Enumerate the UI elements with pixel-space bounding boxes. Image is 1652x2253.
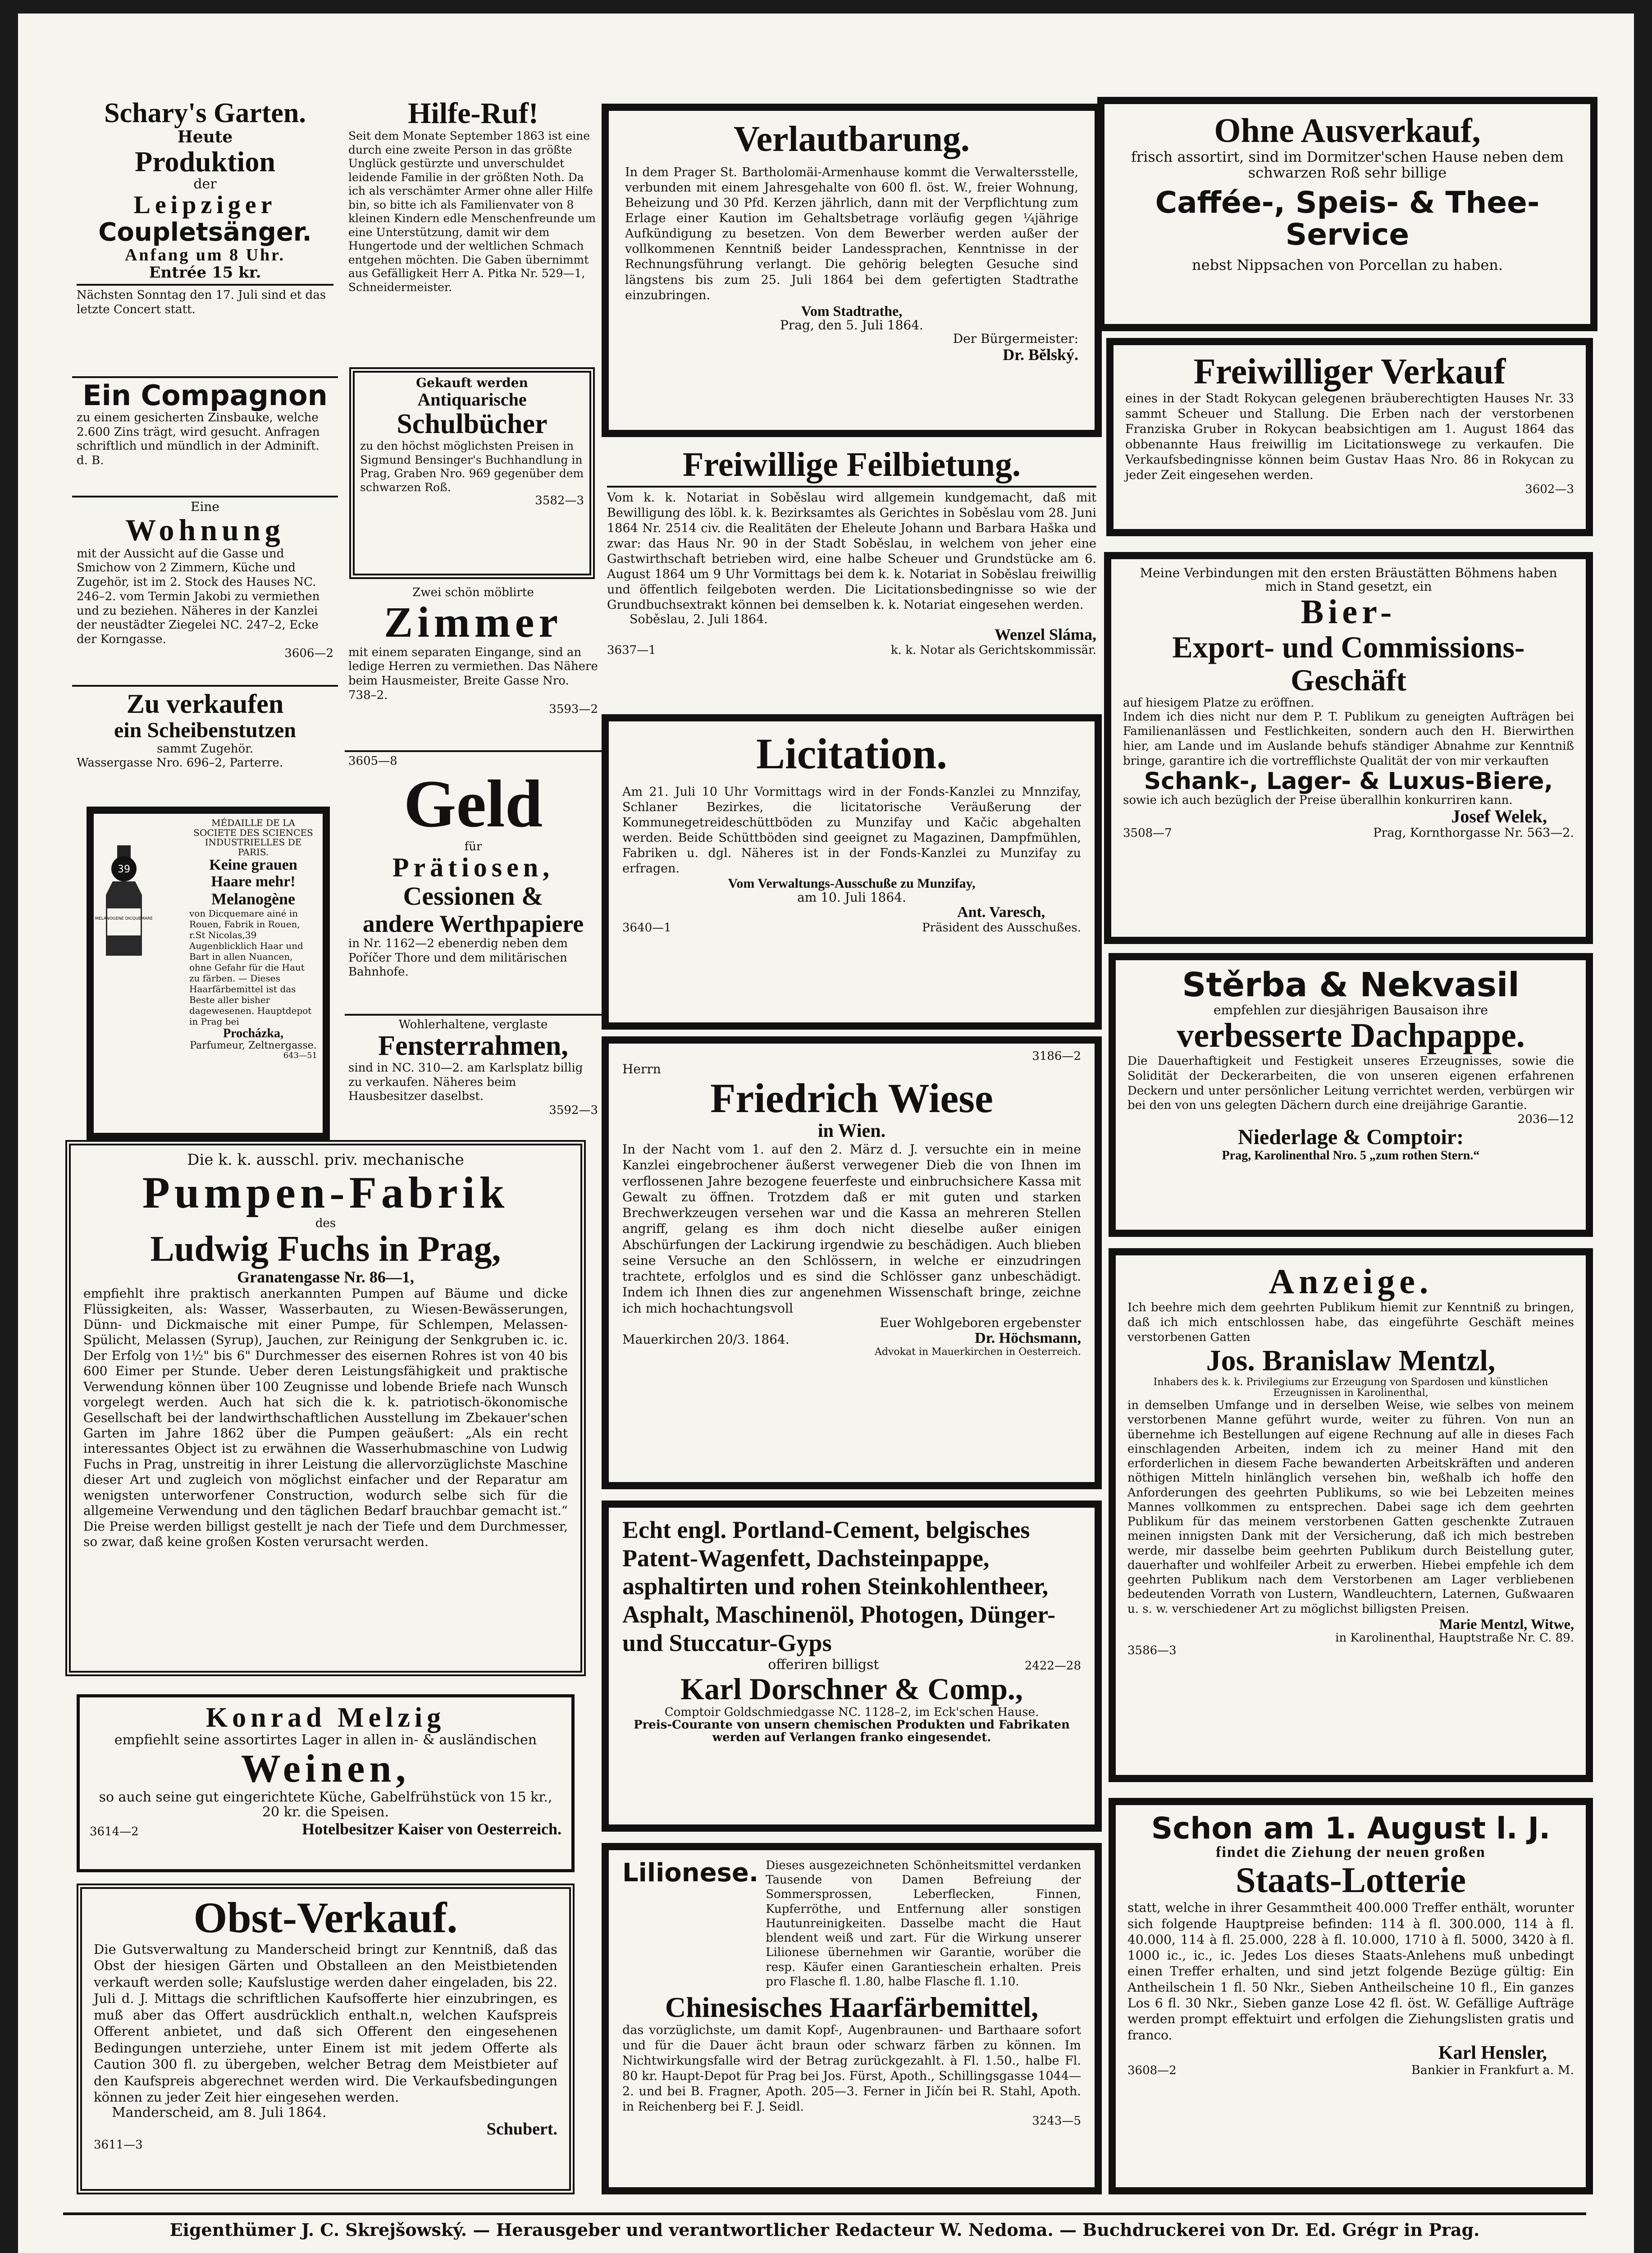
ad-body: Ich beehre mich dem geehrten Publikum hiemit zur Kenntniß zu bringen, daß ich mich entschlossen habe, das eingeführte Geschäft meines verstorbenen Gatten: [1127, 1301, 1574, 1344]
ad-body: Seit dem Monate September 1863 ist eine durch eine zweite Person in das größte Unglück gestürzte und unverschuldet leidende Familie in der größten Noth. Da ich als verschämter Armer ohne aller Hilfe bin, so bitte ich als Familienvater von 8 kleinen Kindern edle Menschenfreunde um eine Unterstützung, damit wir dem Hungertode und der weltlichen Schmach entgehen möchten. Die Gaben übernimmt aus Gefälligkeit Herr A. Pitka Nr. 529—1, Schneidermeister.: [348, 129, 596, 294]
ad-line: Parfumeur, Zeltnergasse.: [190, 1040, 317, 1051]
ad-title: ein Scheibenstutzen: [114, 718, 296, 742]
ad-heading: Niederlage & Comptoir:: [1237, 1125, 1464, 1149]
ad-line: Die k. k. ausschl. priv. mechanische: [187, 1151, 464, 1169]
ad-line: Gekauft werden: [416, 375, 528, 390]
ad-number: 3605—8: [348, 754, 397, 768]
ad-title: Geld: [403, 766, 543, 842]
ad-lilionese: [602, 1843, 1102, 2194]
ad-signature: Wenzel Sláma,: [995, 625, 1096, 644]
ad-body: In der Nacht vom 1. auf den 2. März d. J. versuchte ein in meine Kanzlei eingebrochener äußerst verwegener Dieb die von Ihnen im verflossenen Jahre bezogene feuerfeste und einbruchsichere Kassa mit Gewalt zu öffnen. Trotzdem daß er mit guten und starken Brechwerkzeugen versehen war und die Kassa an mehreren Stellen angriff, gelang es ihm doch nicht dieselbe außer einigen Abschürfungen der Lackirung irgendwie zu beschädigen. Auch blieben seine Versuche an den Schlössern, in welche er einzudringen trachtete, erfolglos und es sind die Schlösser ganz unbeschädigt. Indem ich Ihnen dies zur angenehmen Wissenschaft bringe, zeichne ich mich hochachtungsvoll: [622, 1142, 1081, 1316]
ad-body: Die Dauerhaftigkeit und Festigkeit unseres Erzeugnisses, sowie die Solidität der Deckerarbeiten, die von unseren eigenen erfahrenen Deckern und unter persönlicher Leitung verrichtet werden, verbürgen wir bei den von uns gelegten Dächern durch eine dreijährige Garantie.: [1127, 1054, 1574, 1113]
ad-line: Zwei schön möblirte: [412, 586, 534, 599]
ad-line: auf hiesigem Platze zu eröffnen.: [1123, 696, 1314, 710]
ad-body: in demselben Umfange und in derselben Weise, wie selbes von meinem verstorbenen Manne geführt wurde, weiter zu führen. Von nun an übernehme ich Bestellungen auf eigene Rechnung auf alle in dieses Fach einschlagenden Arbeiten, indem ich zu meiner Hand mit den erforderlichen in diesem Fache bewanderten Arbeitskräften und anderen nöthigen Mitteln hinlänglich versehen bin, weßhalb ich hoffe den Anforderungen des geehrten Publikums, so wie bei Lebzeiten meines Mannes vollkommen zu entsprechen. Dabei sage ich dem geehrten Publikum für das meinem verstorbenen Gatten geschenkte Zutrauen meinen innigsten Dank mit der Versicherung, daß ich mich bestreben werde, mir dasselbe beim geehrten Publikum durch Beistellung guter, dauerhafter und wohlfeiler Arbeit zu erwerben. Hiebei empfehle ich dem geehrten Publikum nach dem Verstorbenen am Lager verbliebenen bedeutenden Vorrath von Lustern, Wandleuchtern, Laternen, Gußwaaren u. s. w. verschiedener Art zu möglichst billigsten Preisen.: [1127, 1399, 1574, 1616]
ad-line: empfiehlt seine assortirtes Lager in allen in- & ausländischen: [114, 1732, 537, 1748]
ad-line: Wassergasse Nro. 696–2, Parterre.: [77, 756, 283, 770]
ad-heading: Leipziger: [133, 191, 277, 219]
ad-place: Soběslau, 2. Juli 1864.: [630, 612, 768, 627]
ad-title: Verlautbarung.: [734, 119, 970, 159]
ad-staats-lotterie: [1109, 1798, 1593, 2194]
ad-heading: Staats-Lotterie: [1236, 1860, 1466, 1900]
ad-title: Lilionese.: [622, 1858, 759, 1888]
ad-title: Stěrba & Nekvasil: [1182, 966, 1520, 1004]
ad-number: 3582—3: [535, 494, 584, 508]
ad-body: Vom k. k. Notariat in Soběslau wird allgemein kundgemacht, daß mit Bewilligung des löbl. k. k. Bezirksamtes als Gerichtes in Soběslau vom 28. Juni 1864 Nr. 2514 civ. die Realitäten der Eheleute Johann und Barbara Haška und zwar: das Haus Nr. 90 in der Stadt Soběslau, in welchem von jeher eine Gastwirthschaft betrieben wird, eine halbe Scheuer und Grundstücke am 6. August 1864 um 9 Uhr Vormittags bei dem k. k. Notariat in Soběslau freiwillig und öffentlich feilgeboten werden. Die Licitationsbedingnisse so wie der Grundbuchsextrakt können bei demselben k. k. Notariat eingesehen werden.: [607, 491, 1096, 612]
ad-signature: Marie Mentzl, Witwe,: [1439, 1615, 1574, 1632]
ad-name: Procházka,: [223, 1026, 284, 1040]
ad-line: sowie ich auch bezüglich der Preise überallhin konkurriren kann.: [1123, 793, 1513, 807]
ad-line: Vom Stadtrathe,: [801, 302, 903, 319]
ad-line: Vom Verwaltungs-Ausschuße zu Munzifay,: [728, 876, 976, 891]
ad-pumpen-fabrik: [65, 1140, 586, 1676]
ad-sterba-nekvasil: [1109, 953, 1593, 1237]
ad-body: Am 21. Juli 10 Uhr Vormittags wird in der Fonds-Kanzlei zu Mnnzifay, Schlaner Bezirkes, die licitatorische Veräußerung der Kommunegetreideschüttböden zu Munzifay und Kačic abgehalten werden. Beide Schüttböden sind geeignet zu Magazinen, Dampfmühlen, Fabriken u. dgl. Näheres ist in der Fonds-Kanzlei zu Munzifay zu erfragen.: [622, 784, 1081, 876]
ad-licitation: [602, 714, 1102, 1030]
ad-body: zu den höchst möglichsten Preisen in Sigmund Bensinger's Buchhandlung in Prag, Graben Nro. 969 gegenüber dem schwarzen Roß.: [360, 439, 584, 494]
ad-compagnon: [72, 376, 338, 496]
ad-title: Anzeige.: [1269, 1262, 1433, 1301]
ad-title: Echt engl. Portland-Cement, belgisches Patent-Wagenfett, Dachsteinpappe, asphaltirten und rohen Steinkohlentheer, Asphalt, Maschinenöl, Photogen, Dünger- und Stuccatur-Gyps: [622, 1516, 1056, 1656]
ad-heading: Prätiosen,: [392, 853, 554, 883]
ad-number: 3186—2: [1032, 1049, 1081, 1063]
ad-number: 3602—3: [1525, 483, 1574, 497]
ad-scheibenstutzen: [72, 685, 338, 798]
ad-body: zu einem gesicherten Zinsbauke, welche 2.600 Zins trägt, wird gesucht. Anfragen schriftlich und mündlich in der Adminift. d. B.: [77, 410, 320, 468]
ad-subtitle: Präsident des Ausschußes.: [922, 921, 1081, 935]
ad-signature: Dr. Bělský.: [1003, 345, 1078, 364]
ad-heading: Schank-, Lager- & Luxus-Biere,: [1144, 767, 1553, 795]
ad-title: Fensterrahmen,: [378, 1031, 568, 1062]
ad-hilfe-ruf: [345, 95, 602, 360]
ad-freiwilliger-verkauf: [1106, 338, 1593, 536]
ad-line: der: [193, 176, 217, 192]
ad-melzig: [77, 1694, 575, 1872]
ad-place: Manderscheid, am 8. Juli 1864.: [112, 2104, 327, 2121]
ad-line: empfehlen zur diesjährigen Bausaison ihre: [1214, 1002, 1488, 1017]
ad-body: mit einem separaten Eingange, sind an ledige Herren zu vermiethen. Das Nähere beim Hausmeister, Breite Gasse Nro. 738–2.: [348, 645, 598, 702]
ad-geld: [345, 750, 602, 1014]
ad-title: Melanogène: [211, 889, 295, 908]
ad-address: Bankier in Frankfurt a. M.: [1411, 2063, 1574, 2078]
ad-line: Heute: [177, 127, 233, 146]
ad-line: findet die Ziehung der neuen großen: [1216, 1844, 1486, 1861]
ad-title: Schulbücher: [397, 409, 548, 440]
newspaper-page: [18, 14, 1634, 2253]
ad-number: 3637—1: [607, 643, 656, 657]
ad-body: empfiehlt ihre praktisch anerkannten Pumpen auf Bäume und dicke Flüssigkeiten, als: Wasser, Wasserbauten, zu Wiesen-Bewässerungen, Dünn- und Dickmaische mit einer Pumpe, für Schlempen, Melassen-Spülicht, Melassen (Syrup), Jauchen, zur Reinigung der Senkgruben ic. ic. Der Erfolg von 1½" bis 6" Durchmesser des eisernen Rohres ist von 40 bis 600 Eimer per Stunde. Ueber deren Leistungsfähigkeit und praktische Verwendung können über 100 Zeugnisse und lobende Briefe nach Wunsch vorgelegt werden. Auch hat sich die k. k. patriotisch-ökonomische Gesellschaft bei der landwirthschaftlichen Ausstellung im Zbekauer'schen Garten im Jahre 1862 über die Pumpen geäußert: „Als ein recht interessantes Object ist zu erwähnen die Wasserhubmaschine von Ludwig Fuchs in Prag, unstreitig in ihrer Leistung die allervorzüglichste Maschine dieser Art und zugleich von möglichst einfacher und der Reparatur am wenigsten unterworfener Construction, wodurch selbe sich für die allgemeine Verwendung und den täglichen Bedarf brauchbar gemacht ist.“ Die Preise werden billigst gestellt je nach der Tiefe und dem Durchmesser, so zwar, daß keine großen Kosten verursacht werden.: [83, 1286, 568, 1550]
ad-title: Hilfe-Ruf!: [408, 97, 538, 130]
ad-obst-verkauf: [77, 1884, 575, 2194]
ad-heading: Cessionen &: [403, 881, 543, 911]
ad-line: Eine: [191, 499, 219, 514]
ad-line: frisch assortirt, sind im Dormitzer'schen Hause neben dem schwarzen Roß sehr billige: [1131, 148, 1564, 181]
ad-body: In dem Prager St. Bartholomäi-Armenhause kommt die Verwaltersstelle, verbunden mit einem Jahresgehalte von 600 fl. öst. W., freier Wohnung, Beheizung und 30 Pfd. Kerzen jährlich, dann mit der Verpflichtung zum Erlage einer Kaution im Gehaltsbetrage vorläufig gegen ¼jährige Aufkündigung zu besetzen. Von dem Bewerber werden außer der vollkommenen Kenntniß beider Landessprachen, Kenntnisse in der Rechnungsführung verlangt. Die gehörig belegten Gesuche sind längstens bis zum 25. Juli 1864 bei dem gefertigten Stadtrathe einzubringen.: [625, 165, 1078, 302]
ad-number: 643—51: [283, 1050, 317, 1060]
ad-anzeige: [1109, 1248, 1593, 1782]
ad-body: in Nr. 1162—2 ebenerdig neben dem Poříčer Thore und dem militärischen Bahnhofe.: [348, 936, 568, 979]
ad-title: Licitation.: [756, 730, 947, 778]
ad-heading: Chinesisches Haarfärbemittel,: [665, 1991, 1039, 2024]
bottle-number: 39: [118, 864, 130, 875]
ad-title: Ohne Ausverkauf,: [1214, 112, 1481, 150]
ad-body: statt, welche in ihrer Gesammtheit 400.000 Treffer enthält, worunter sich folgende Hauptpreise befinden: 114 à fl. 300.000, 114 à fl. 40.000, 114 à fl. 25.000, 228 à fl. 10.000, 1710 à fl. 5000, 3420 à fl. 1000 ic., ic., ic. Jedes Los dieses Staats-Anlehens muß unbedingt einen Treffer erhalten, und sind jetzt folgende Bezüge gültig: Ein Antheilschein 1 fl. 50 Nkr., Sieben Antheilscheine 10 fl., Ein ganzes Los 6 fl. 30 Nkr., Sieben ganze Lose 42 fl. öst. W. Gefällige Aufträge werden prompt effektuirt und erfolgen die Ziehungslisten gratis und franco.: [1127, 1900, 1574, 2043]
ad-heading: andere Werthpapiere: [362, 910, 584, 937]
ad-signature: Hotelbesitzer Kaiser von Oesterreich.: [302, 1820, 561, 1838]
ad-title: Zimmer: [384, 598, 562, 647]
bottle-image: [95, 845, 153, 958]
ad-title: Freiwillige Feilbietung.: [682, 446, 1021, 483]
ad-address: in Karolinenthal, Hauptstraße Nr. C. 89.: [1335, 1631, 1574, 1645]
ad-title: Schary's Garten.: [104, 98, 306, 128]
ad-line: Herrn: [622, 1062, 661, 1077]
ad-number: 3593—2: [549, 702, 598, 716]
ad-number: 3586—3: [1127, 1644, 1177, 1658]
page-footer: Eigenthümer J. C. Skrejšowský. — Herausgeber und verantwortlicher Redacteur W. Nedoma. — Buchdruckerei von Dr. Ed. Grégr in Prag.: [63, 2212, 1586, 2240]
ad-portland-cement: [602, 1500, 1102, 1832]
ad-line: MÉDAILLE DE LA SOCIETE DES SCIENCES INDUSTRIELLES DE PARIS.: [193, 817, 313, 857]
ad-number: 3608—2: [1127, 2064, 1177, 2078]
ad-number: 3614—2: [90, 1825, 139, 1839]
ad-heading: Keine grauen Haare mehr!: [209, 857, 297, 890]
ad-line: in Wien.: [817, 1120, 886, 1141]
ad-name: Jos. Branislaw Mentzl,: [1206, 1344, 1496, 1377]
ad-bier-export: [1104, 552, 1593, 944]
ad-feilbietung: [602, 442, 1102, 707]
ad-scharys-garten: [72, 95, 338, 376]
ad-number: 3611—3: [94, 2138, 143, 2152]
ad-heading: Geschäft: [1291, 662, 1406, 697]
ad-title: Obst-Verkauf.: [193, 1893, 458, 1942]
ad-signature: Ant. Varesch,: [957, 904, 1045, 921]
ad-heading: Antiquarische: [417, 389, 527, 410]
ad-line: Der Bürgermeister:: [953, 331, 1078, 347]
ad-line: für: [464, 840, 482, 854]
ad-heading: verbesserte Dachpappe.: [1177, 1017, 1525, 1055]
ad-note: Preis-Courante von unsern chemischen Produkten und Fabrikaten werden auf Verlangen franko eingesendet.: [634, 1718, 1070, 1744]
ad-verlautbarung: [602, 104, 1102, 437]
ad-line: nebst Nippsachen von Porcellan zu haben.: [1191, 256, 1503, 274]
ad-line: Meine Verbindungen mit den ersten Bräustätten Böhmens haben mich in Stand gesetzt, ein: [1140, 566, 1557, 594]
ad-subtitle: k. k. Notar als Gerichtskommissär.: [890, 643, 1096, 657]
ad-ausverkauf: [1097, 97, 1597, 331]
ad-wohnung: [72, 496, 338, 685]
ad-line: offeriren billigst: [768, 1657, 879, 1673]
ad-zimmer: [345, 584, 602, 750]
ad-title: Friedrich Wiese: [710, 1075, 993, 1122]
ad-line: des: [315, 1216, 336, 1230]
ad-place: Mauerkirchen 20/3. 1864.: [622, 1332, 789, 1347]
ad-body: mit der Aussicht auf die Gasse und Smichow von 2 Zimmern, Küche und Zugehör, ist im 2. Stock des Hauses NC. 246–2. vom Termin Jakobi zu vermiethen und zu beziehen. Näheres in der Kanzlei der neustädter Ziegelei NC. 247–2, Ecke der Korngasse.: [77, 547, 320, 646]
ad-heading: Produktion: [135, 145, 275, 178]
ad-signature: Karl Hensler,: [1438, 2042, 1547, 2063]
ad-address: Prag, Karolinenthal Nro. 5 „zum rothen Stern.“: [1222, 1149, 1480, 1163]
ad-line: Anfang um 8 Uhr.: [124, 246, 286, 265]
ad-line: Entrée 15 kr.: [149, 264, 261, 282]
ad-schulbuecher: [349, 367, 595, 579]
ad-heading: Coupletsänger.: [98, 217, 312, 247]
ad-title: Bier-: [1301, 593, 1396, 631]
ad-number: 3508—7: [1123, 826, 1172, 840]
ad-title: Konrad Melzig: [205, 1702, 446, 1733]
ad-line: Inhabers des k. k. Privilegiums zur Erzeugung von Spardosen und künstlichen Erzeugnissen in Karolinenthal,: [1153, 1376, 1548, 1399]
ad-title: Zu verkaufen: [126, 689, 284, 719]
ad-heading: Weinen,: [241, 1747, 411, 1791]
ad-place: Prag, den 5. Juli 1864.: [780, 318, 923, 333]
ad-body: eines in der Stadt Rokycan gelegenen bräuberechtigten Hauses Nr. 33 sammt Scheuer und Stallung. Die Erben nach der verstorbenen Franziska Gruber in Rokycan beabsichtigen am 1. August 1864 das obbenannte Haus freiwillig im Licitationswege zu verkaufen. Die Verkaufsbedingnisse können beim Gustav Haas Nro. 86 in Rokycan zu jeder Zeit eingesehen werden.: [1125, 392, 1574, 483]
ad-number: 3243—5: [1032, 2114, 1081, 2128]
ad-address: Comptoir Goldschmiedgasse NC. 1128–2, im Eck'schen Hause.: [664, 1705, 1039, 1719]
ad-line: Wohlerhaltene, verglaste: [398, 1018, 548, 1031]
ad-line: Euer Wohlgeboren ergebenster: [880, 1315, 1081, 1330]
ad-body: das vorzüglichste, um damit Kopf-, Augenbraunen- und Barthaare sofort und für die Dauer ächt braun oder schwarz färben zu können. Im Nichtwirkungsfalle wird der Betrag zurückgezahlt. à Fl. 1.50., halbe Fl. 80 kr. Haupt-Depot für Prag bei Jos. Fürst, Apoth., Schillingsgasse 1044—2. und bei B. Fragner, Apoth. 205—3. Ferner in Jičín bei R. Stahl, Apoth. in Reichenberg bei F. J. Seidl.: [622, 2023, 1081, 2114]
ad-body: von Dicquemare ainé in Rouen, Fabrik in Rouen, r.St Nicolas,39 Augenblicklich Haar und Bart in allen Nuancen, ohne Gefahr für die Haut zu färben. — Dieses Haarfärbemittel ist das Beste aller bisher dagewesenen. Hauptdepot in Prag bei: [189, 908, 312, 1027]
ad-body: Die Gutsverwaltung zu Manderscheid bringt zur Kenntniß, daß das Obst der hiesigen Gärten und Obstalleen an den Meistbietenden verkauft werden solle; Kaufslustige werden daher eingeladen, bis 22. Juli d. J. Mittags die schriftlichen Kaufsofferte hier einzubringen, es muß aber das Offert ausdrücklich enthalt.n, welchen Kaufspreis Offerent anbietet, und daß sich Offerent den eingesehenen Bedingungen unterziehe, unter Einem ist mit jedem Offerte als Caution 300 fl. zu übergeben, welcher Betrag dem Meistbieter auf den Kaufspreis abgerechnet werden wird. Die Verkaufsbedingungen können zu jeder Zeit hier eingesehen werden.: [94, 1941, 557, 2105]
ad-title: Freiwilliger Verkauf: [1193, 352, 1506, 392]
ad-number: 3640—1: [622, 921, 671, 935]
ad-melanogene: [87, 807, 330, 1140]
ad-number: 3606—2: [284, 646, 333, 660]
ad-address: Granatengasse Nr. 86—1,: [237, 1268, 414, 1286]
ad-number: 2422—28: [1024, 1659, 1081, 1673]
ad-signature: Josef Welek,: [1451, 806, 1547, 826]
ad-subtitle: Advokat in Mauerkirchen in Oesterreich.: [874, 1346, 1081, 1358]
ad-number: 2036—12: [1517, 1113, 1574, 1126]
ad-title: Wohnung: [125, 513, 285, 547]
ad-number: 3592—3: [549, 1104, 598, 1117]
bottle-label: MELANOGENE DICQUEMARE: [95, 917, 153, 921]
ad-friedrich-wiese: [602, 1036, 1102, 1489]
ad-heading: Export- und Commissions-: [1172, 629, 1525, 664]
ad-signature: Karl Dorschner & Comp.,: [680, 1672, 1023, 1706]
ad-body: Dieses ausgezeichneten Schönheitsmittel verdanken Tausende von Damen Befreiung der Sommersprossen, Leberflecken, Finnen, Kupferröthe, und Entfernung aller sonstigen Hautunreinigkeiten. Dasselbe macht die Haut blendent weiß und zart. Für die Wirkung unserer Lilionese übernehmen wir Garantie, worüber die resp. Käufer einen Garantieschein erhalten. Preis pro Flasche fl. 1.80, halbe Flasche fl. 1.10.: [766, 1859, 1081, 1988]
ad-name: Ludwig Fuchs in Prag,: [150, 1229, 501, 1269]
ad-body: Indem ich dies nicht nur dem P. T. Publikum zu geneigten Aufträgen bei Familienanlässen und Festlichkeiten, sondern auch den H. Bierwirthen hier, am Lande und im Auslande behufs ständiger Abnahme zur Kenntniß bringe, garantire ich die vortrefflichste Qualität der von mir verkauften: [1123, 710, 1574, 768]
ad-body: sind in NC. 310—2. am Karlsplatz billig zu verkaufen. Näheres beim Hausbesitzer daselbst.: [348, 1061, 583, 1104]
ad-heading: Caffée-, Speis- & Thee-Service: [1155, 185, 1540, 252]
ad-place: am 10. Juli 1864.: [797, 890, 906, 905]
ad-note: Nächsten Sonntag den 17. Juli sind et das letzte Concert statt.: [77, 288, 326, 316]
ad-title: Schon am 1. August l. J.: [1151, 1811, 1551, 1846]
ad-signature: Dr. Höchsmann,: [975, 1330, 1081, 1347]
ad-title: Ein Compagnon: [82, 379, 328, 412]
ad-line: sammt Zugehör.: [157, 742, 253, 756]
ad-signature: Schubert.: [486, 2120, 557, 2139]
ad-address: Prag, Kornthorgasse Nr. 563—2.: [1373, 825, 1574, 840]
ad-fensterrahmen: [345, 1014, 602, 1145]
ad-title: Pumpen-Fabrik: [142, 1167, 509, 1218]
ad-body: so auch seine gut eingerichtete Küche, Gabelfrühstück von 15 kr., 20 kr. die Speisen.: [99, 1789, 552, 1820]
